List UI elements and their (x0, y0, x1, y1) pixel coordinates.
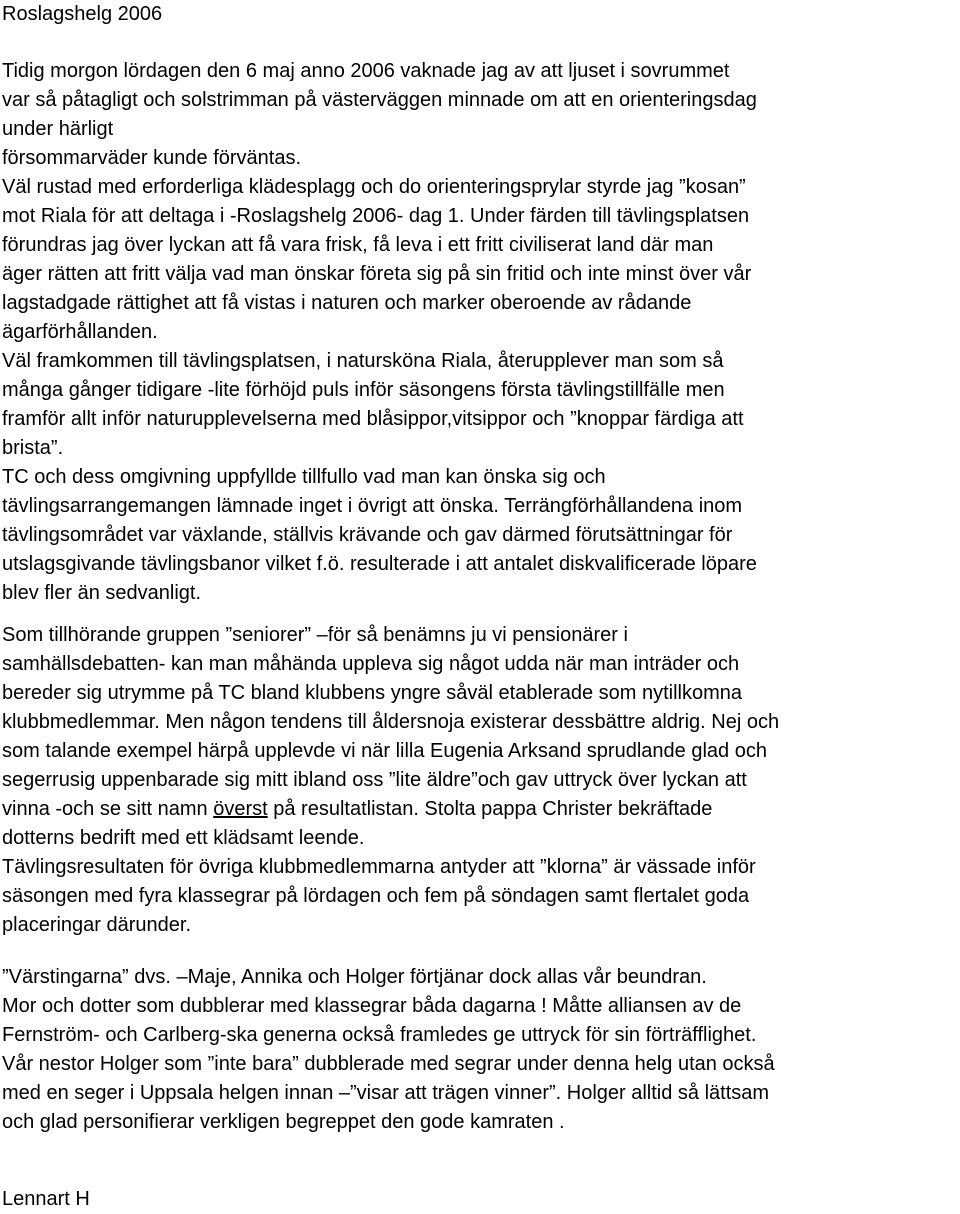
paragraph-line: ägarförhållanden. (2, 321, 158, 343)
line-segment: på resultatlistan. Stolta pappa Christer bekräftade (267, 798, 713, 820)
paragraph-3 (2, 963, 956, 1137)
paragraph-line: lagstadgade rättighet att få vistas i naturen och marker oberoende av rådande (2, 292, 692, 314)
document-title (2, 0, 956, 29)
paragraph-line: segerrusig uppenbarade sig mitt ibland oss ”lite äldre”och gav uttryck över lyckan att (2, 769, 747, 791)
paragraph-line: brista”. (2, 437, 64, 459)
paragraph-line: tävlingsområdet var växlande, ställvis krävande och gav därmed förutsättningar för (2, 524, 733, 546)
paragraph-line: försommarväder kunde förväntas. (2, 147, 302, 169)
paragraph-line: många gånger tidigare -lite förhöjd puls inför säsongens första tävlingstillfälle men (2, 379, 725, 401)
paragraph-line: Mor och dotter som dubblerar med klassegrar båda dagarna ! Måtte alliansen av de (2, 995, 742, 1017)
paragraph-line: säsongen med fyra klassegrar på lördagen och fem på söndagen samt flertalet goda (2, 885, 750, 907)
paragraph-line: framför allt inför naturupplevelserna med blåsippor,vitsippor och ”knoppar färdiga att (2, 408, 744, 430)
paragraph-line: mot Riala för att deltaga i -Roslagshelg 2006- dag 1. Under färden till tävlingsplatsen (2, 205, 750, 227)
paragraph-line: och glad personifierar verkligen begreppet den gode kamraten . (2, 1111, 565, 1133)
paragraph-line: Väl rustad med erforderliga klädesplagg och do orienteringsprylar styrde jag ”kosan” (2, 176, 746, 198)
paragraph-line: bereder sig utrymme på TC bland klubbens yngre såväl etablerade som nytillkomna (2, 682, 743, 704)
paragraph-line: ”Värstingarna” dvs. –Maje, Annika och Holger förtjänar dock allas vår beundran. (2, 966, 707, 988)
paragraph-line: blev fler än sedvanligt. (2, 582, 202, 604)
underlined-word: överst (213, 798, 268, 820)
paragraph-line: utslagsgivande tävlingsbanor vilket f.ö. resulterade i att antalet diskvalificerade löpare (2, 553, 757, 575)
paragraph-line: som talande exempel härpå upplevde vi när lilla Eugenia Arksand sprudlande glad och (2, 740, 767, 762)
paragraph-line: med en seger i Uppsala helgen innan –”visar att trägen vinner”. Holger alltid så lättsam (2, 1082, 770, 1104)
paragraph-2 (2, 621, 956, 940)
paragraph-line: tävlingsarrangemangen lämnade inget i övrigt att önska. Terrängförhållandena inom (2, 495, 743, 517)
paragraph-line: var så påtagligt och solstrimman på västerväggen minnade om att en orienteringsdag (2, 89, 757, 111)
paragraph-line: förundras jag över lyckan att få vara frisk, få leva i ett fritt civiliserat land där man (2, 234, 714, 256)
paragraph-1 (2, 57, 956, 608)
title-text: Roslagshelg 2006 (2, 3, 163, 25)
paragraph-line: Vår nestor Holger som ”inte bara” dubblerade med segrar under denna helg utan också (2, 1053, 775, 1075)
paragraph-line: Väl framkommen till tävlingsplatsen, i natursköna Riala, återupplever man som så (2, 350, 724, 372)
paragraph-line: äger rätten att fritt välja vad man önskar företa sig på sin fritid och inte minst över vår (2, 263, 752, 285)
paragraph-line: samhällsdebatten- kan man måhända uppleva sig något udda när man inträder och (2, 653, 740, 675)
paragraph-line: placeringar därunder. (2, 914, 192, 936)
paragraph-line: Tidig morgon lördagen den 6 maj anno 2006 vaknade jag av att ljuset i sovrummet (2, 60, 730, 82)
signature (2, 1185, 956, 1214)
paragraph-line: dotterns bedrift med ett klädsamt leende. (2, 827, 365, 849)
paragraph-line: Tävlingsresultaten för övriga klubbmedlemmarna antyder att ”klorna” är vässade inför (2, 856, 756, 878)
paragraph-line: TC och dess omgivning uppfyllde tillfullo vad man kan önska sig och (2, 466, 606, 488)
paragraph-line: klubbmedlemmar. Men någon tendens till åldersnoja existerar dessbättre aldrig. Nej och (2, 711, 780, 733)
paragraph-line: Som tillhörande gruppen ”seniorer” –för så benämns ju vi pensionärer i (2, 624, 628, 646)
paragraph-line: under härligt (2, 118, 114, 140)
signature-text: Lennart H (2, 1188, 90, 1210)
paragraph-line: Fernström- och Carlberg-ska generna också framledes ge uttryck för sin förträfflighet. (2, 1024, 757, 1046)
paragraph-line-with-underline (2, 795, 956, 824)
line-segment: vinna -och se sitt namn (2, 798, 214, 820)
